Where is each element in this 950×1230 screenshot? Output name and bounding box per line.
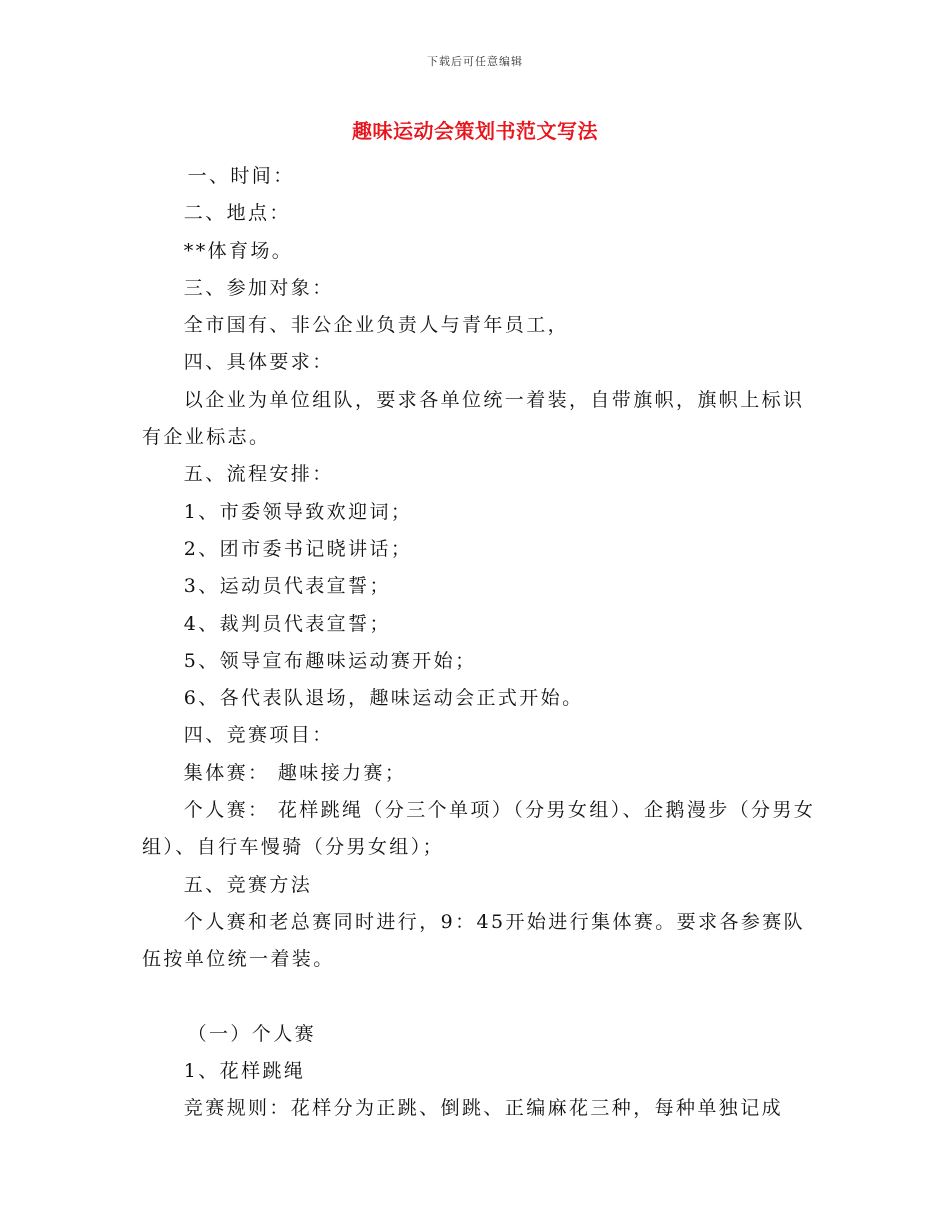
paragraph-venue: **体育场。 xyxy=(183,239,294,262)
paragraph-team-events: 集体赛： 趣味接力赛； xyxy=(183,761,407,784)
page-header-note: 下载后可任意编辑 xyxy=(427,55,523,68)
paragraph-individual-heading: （一）个人赛 xyxy=(187,1022,316,1045)
paragraph-schedule-heading: 五、流程安排： xyxy=(183,463,334,486)
paragraph-methods-heading: 五、竞赛方法 xyxy=(183,873,313,896)
paragraph-schedule-item-4: 4、裁判员代表宣誓； xyxy=(183,612,391,635)
paragraph-schedule-item-3: 3、运动员代表宣誓； xyxy=(183,575,391,598)
paragraph-schedule-item-2: 2、团市委书记晓讲话； xyxy=(183,537,413,560)
document-body xyxy=(142,158,822,1127)
paragraph-requirements-heading: 四、具体要求： xyxy=(183,351,334,374)
paragraph-participants-heading: 三、参加对象： xyxy=(183,276,334,299)
paragraph-jump-rope: 1、花样跳绳 xyxy=(183,1059,306,1082)
paragraph-jump-rope-rules: 竞赛规则：花样分为正跳、倒跳、正编麻花三种，每种单独记成 xyxy=(183,1097,783,1120)
paragraph-location: 二、地点： xyxy=(183,202,291,225)
paragraph-individual-events: 个人赛： 花样跳绳（分三个单项）（分男女组）、企鹅漫步（分男女组）、自行车慢骑（分男女组）； xyxy=(142,799,816,859)
paragraph-events-heading: 四、竞赛项目： xyxy=(183,724,334,747)
paragraph-methods: 个人赛和老总赛同时进行，9：45开始进行集体赛。要求各参赛队伍按单位统一着装。 xyxy=(142,910,806,971)
document-title: 趣味运动会策划书范文写法 xyxy=(352,119,598,143)
paragraph-schedule-item-1: 1、市委领导致欢迎词； xyxy=(183,500,413,523)
paragraph-schedule-item-5: 5、领导宣布趣味运动赛开始； xyxy=(183,649,477,672)
blank-line xyxy=(142,979,822,1016)
paragraph-schedule-item-6: 6、各代表队退场，趣味运动会正式开始。 xyxy=(183,687,584,710)
paragraph-time: 一、时间： xyxy=(187,165,295,187)
paragraph-participants: 全市国有、非公企业负责人与青年员工， xyxy=(183,314,569,337)
paragraph-requirements: 以企业为单位组队，要求各单位统一着装，自带旗帜，旗帜上标识有企业标志。 xyxy=(142,388,805,449)
